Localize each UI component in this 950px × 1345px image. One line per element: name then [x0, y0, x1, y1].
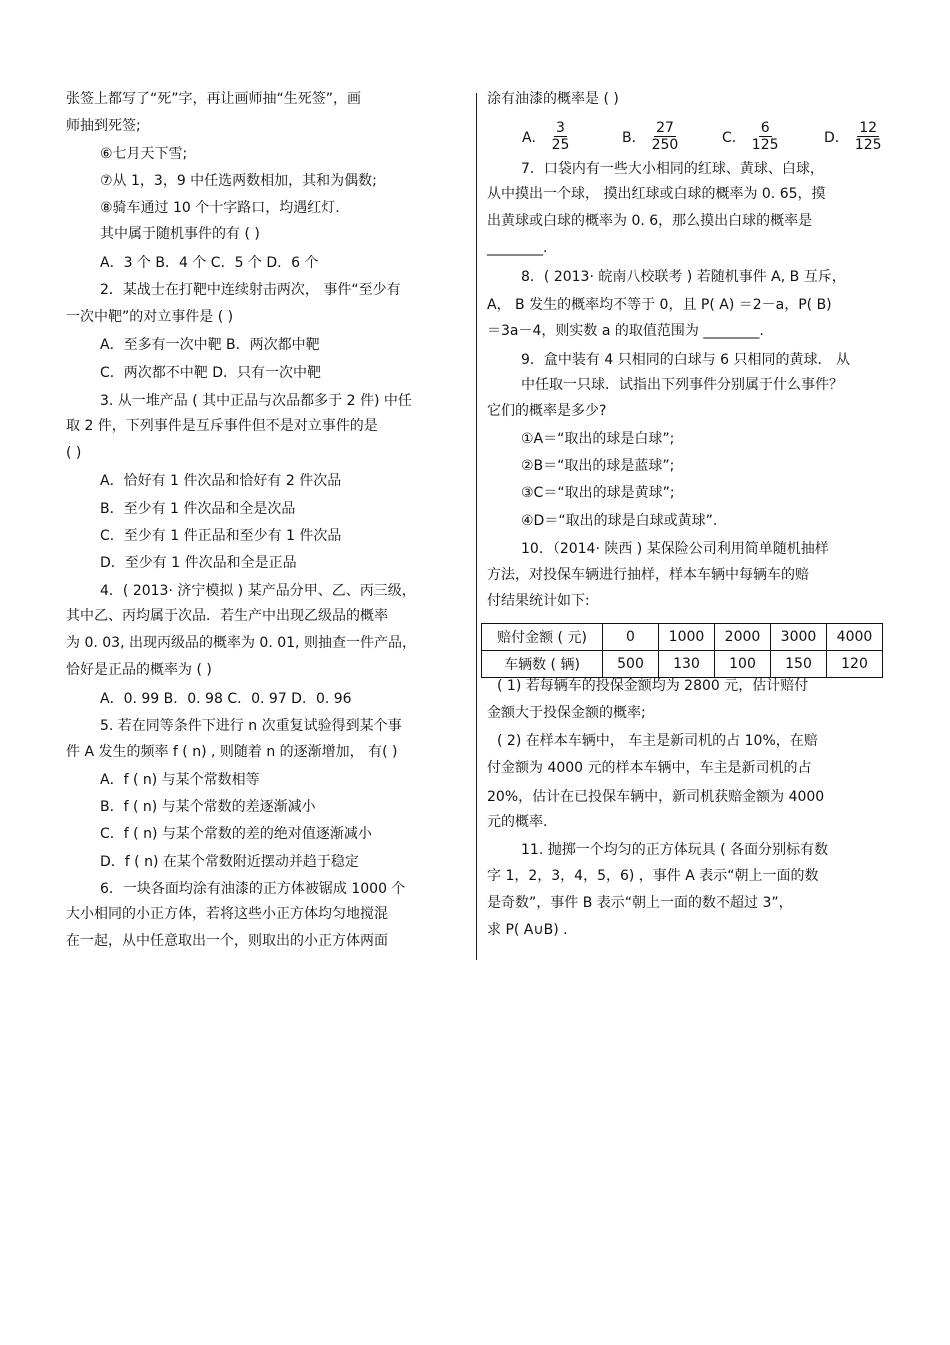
right-text-line: ③C＝“取出的球是黄球”;	[521, 485, 675, 501]
right-text-line: ( 2) 在样本车辆中， 车主是新司机的占 10%，在赔	[497, 733, 818, 749]
table-row	[482, 624, 883, 651]
right-text-line: 付结果统计如下:	[487, 593, 590, 609]
right-text-line: 7．口袋内有一些大小相同的红球、黄球、白球，	[521, 161, 824, 177]
right-text-line: 字 1，2，3，4，5，6) ，事件 A 表示“朝上一面的数	[487, 868, 819, 884]
left-text-line: ⑧骑车通过 10 个十字路口，均遇红灯.	[100, 200, 340, 216]
left-text-line: 一次中靶”的对立事件是 ( )	[66, 309, 234, 325]
left-text-line: A．3 个 B．4 个 C．5 个 D．6 个	[100, 255, 319, 271]
table-cell: 3000	[771, 624, 827, 651]
left-text-line: A．至多有一次中靶 B．两次都中靶	[100, 337, 320, 353]
left-text-line: 其中属于随机事件的有 ( )	[100, 226, 260, 242]
left-text-line: C．两次都不中靶 D．只有一次中靶	[100, 365, 322, 381]
table-cell: 120	[827, 651, 883, 678]
right-text-line: 中任取一只球．试指出下列事件分别属于什么事件？	[521, 377, 843, 393]
column-divider	[476, 93, 477, 960]
left-text-line: 张签上都写了“死”字，再让画师抽“生死签”，画	[66, 91, 362, 107]
left-text-line: B．至少有 1 件次品和全是次品	[100, 501, 296, 517]
left-text-line: 5. 若在同等条件下进行 n 次重复试验得到某个事	[100, 718, 402, 734]
option-d	[824, 120, 884, 153]
left-text-line: 恰好是正品的概率为 ( )	[66, 662, 212, 678]
left-text-line: A．0. 99 B．0. 98 C．0. 97 D．0. 96	[100, 691, 352, 707]
right-text-line: 8．( 2013· 皖南八校联考 ) 若随机事件 A, B 互斥，	[521, 269, 846, 285]
table-cell: 2000	[715, 624, 771, 651]
claims-table	[481, 623, 883, 678]
right-text-line: 10．（2014· 陕西 ) 某保险公司利用简单随机抽样	[521, 541, 829, 557]
left-text-line: ( )	[66, 445, 82, 461]
left-text-line: C．至少有 1 件正品和至少有 1 件次品	[100, 528, 342, 544]
option-b	[622, 120, 680, 153]
right-text-line: 是奇数”，事件 B 表示“朝上一面的数不超过 3”，	[487, 895, 793, 911]
left-text-line: 为 0. 03, 出现丙级品的概率为 0. 01, 则抽查一件产品，	[66, 635, 416, 651]
left-text-line: C．f ( n) 与某个常数的差的绝对值逐渐减小	[100, 826, 372, 842]
right-text-line: A， B 发生的概率均不等于 0，且 P( A) ＝2－a，P( B)	[487, 297, 832, 313]
right-text-line: 它们的概率是多少?	[487, 403, 607, 419]
table-cell: 1000	[659, 624, 715, 651]
fraction	[650, 120, 681, 153]
fraction	[550, 120, 572, 153]
fraction-numerator: 12	[859, 120, 878, 136]
fraction-numerator: 27	[656, 120, 674, 136]
left-text-line: A．恰好有 1 件次品和恰好有 2 件次品	[100, 473, 342, 489]
table-cell: 0	[603, 624, 659, 651]
fraction-denominator: 250	[651, 137, 679, 153]
left-text-line: 大小相同的小正方体，若将这些小正方体均匀地搅混	[66, 906, 388, 922]
left-text-line: D．至少有 1 件次品和全是正品	[100, 555, 297, 571]
left-text-line: 3. 从一堆产品 ( 其中正品与次品都多于 2 件) 中任	[100, 393, 412, 409]
left-text-line: B．f ( n) 与某个常数的差逐渐减小	[100, 799, 316, 815]
option-label: A．	[522, 129, 546, 146]
right-text-line: 20%，估计在已投保车辆中，新司机获赔金额为 4000	[487, 789, 825, 805]
table-header-cell: 赔付金额 ( 元)	[482, 624, 603, 651]
option-label: C．	[722, 129, 746, 146]
table-row	[482, 651, 883, 678]
left-text-line: 4．( 2013· 济宁模拟 ) 某产品分甲、乙、丙三级，	[100, 583, 416, 599]
option-a	[522, 120, 571, 153]
right-text-line: 金额大于投保金额的概率;	[487, 705, 646, 721]
right-text-line: ④D＝“取出的球是白球或黄球”.	[521, 513, 718, 529]
left-text-line: 6．一块各面均涂有油漆的正方体被锯成 1000 个	[100, 881, 406, 897]
right-text-line: ①A＝“取出的球是白球”;	[521, 431, 675, 447]
fraction-denominator: 125	[751, 137, 779, 153]
fraction	[853, 120, 884, 153]
left-text-line: A．f ( n) 与某个常数相等	[100, 772, 260, 788]
fraction-denominator: 125	[854, 137, 882, 153]
fraction-numerator: 3	[556, 120, 565, 136]
right-text-line: ________.	[487, 240, 548, 256]
left-text-line: 在一起，从中任意取出一个，则取出的小正方体两面	[66, 933, 388, 949]
right-text-line: 出黄球或白球的概率为 0. 6，那么摸出白球的概率是	[487, 213, 813, 229]
left-text-line: D．f ( n) 在某个常数附近摆动并趋于稳定	[100, 854, 359, 870]
table-header-cell: 车辆数 ( 辆)	[482, 651, 603, 678]
table-cell: 100	[715, 651, 771, 678]
right-text-line: 方法，对投保车辆进行抽样，样本车辆中每辆车的赔	[487, 567, 809, 583]
fraction-numerator: 6	[760, 120, 770, 136]
table-cell: 150	[771, 651, 827, 678]
table-cell: 130	[659, 651, 715, 678]
right-text-line: 元的概率.	[487, 814, 548, 830]
left-text-line: 取 2 件，下列事件是互斥事件但不是对立事件的是	[66, 418, 378, 434]
left-text-line: ⑦从 1，3，9 中任选两数相加，其和为偶数;	[100, 173, 377, 189]
left-text-line: 件 A 发生的频率 f ( n) , 则随着 n 的逐渐增加， 有( )	[66, 744, 398, 760]
left-text-line: ⑥七月天下雪;	[100, 146, 188, 162]
right-text-line: 从中摸出一个球， 摸出红球或白球的概率为 0. 65，摸	[487, 186, 826, 202]
right-text-line: 涂有油漆的概率是 ( )	[487, 91, 619, 107]
option-c	[722, 120, 781, 153]
table-cell: 500	[603, 651, 659, 678]
option-label: B．	[622, 129, 646, 146]
right-text-line: ②B＝“取出的球是蓝球”;	[521, 458, 675, 474]
table-cell: 4000	[827, 624, 883, 651]
left-text-line: 其中乙、丙均属于次品．若生产中出现乙级品的概率	[66, 608, 388, 624]
right-text-line: 11. 抛掷一个均匀的正方体玩具 ( 各面分别标有数	[521, 842, 829, 858]
right-text-line: ( 1) 若每辆车的投保金额均为 2800 元，估计赔付	[497, 678, 809, 694]
right-text-line: 付金额为 4000 元的样本车辆中，车主是新司机的占	[487, 760, 812, 776]
right-text-line: 求 P( A∪B) .	[487, 922, 568, 938]
right-text-line: 9．盒中装有 4 只相同的白球与 6 只相同的黄球． 从	[521, 352, 850, 368]
left-text-line: 2．某战士在打靶中连续射击两次， 事件“至少有	[100, 282, 401, 298]
right-text-line: ＝3a－4，则实数 a 的取值范围为 ________.	[487, 323, 764, 339]
left-text-line: 师抽到死签;	[66, 118, 141, 134]
fraction	[750, 120, 781, 153]
option-label: D．	[824, 129, 849, 146]
fraction-denominator: 25	[551, 137, 570, 153]
